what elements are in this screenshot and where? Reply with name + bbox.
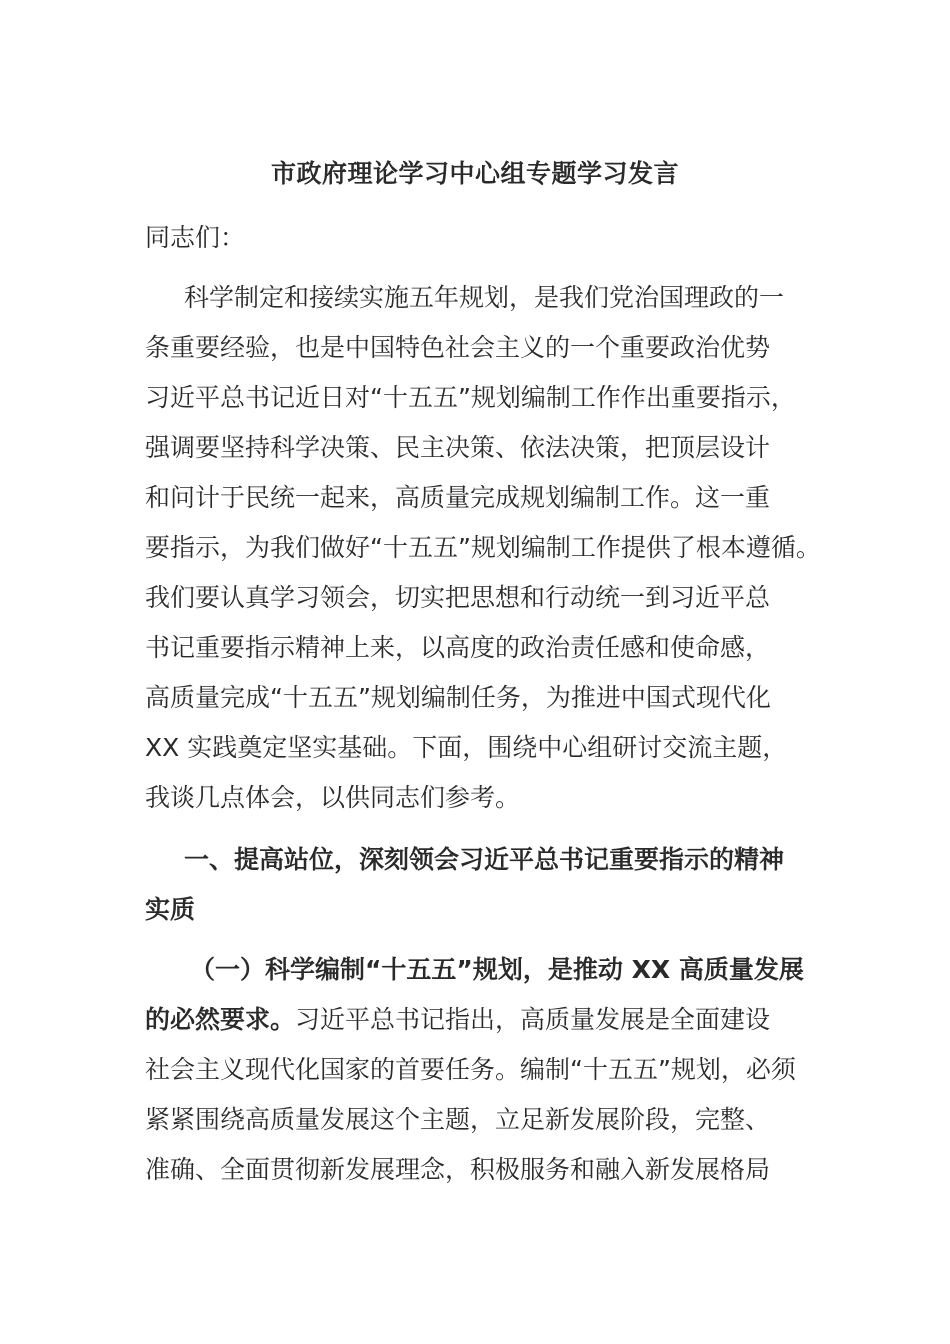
paragraph-line: 我们要认真学习领会，切实把思想和行动统一到习近平总 <box>145 583 771 612</box>
paragraph-line: 社会主义现代化国家的首要任务。编制“十五五”规划，必须 <box>145 1055 796 1084</box>
paragraph-text: 习近平总书记指出，高质量发展是全面建设 <box>295 1005 771 1034</box>
paragraph-line: 我谈几点体会，以供同志们参考。 <box>145 783 521 812</box>
section-heading-cont: 实质 <box>145 895 196 924</box>
paragraph-line: XX 实践奠定坚实基础。下面，围绕中心组研讨交流主题， <box>145 733 788 762</box>
paragraph-line: 书记重要指示精神上来，以高度的政治责任感和使命感， <box>145 633 771 662</box>
subheading: （一）科学编制“十五五”规划，是推动 XX 高质量发展 <box>190 955 804 984</box>
paragraph-line: 紧紧围绕高质量发展这个主题，立足新发展阶段，完整、 <box>145 1105 771 1134</box>
section-heading: 一、提高站位，深刻领会习近平总书记重要指示的精神 <box>184 845 785 874</box>
document-title: 市政府理论学习中心组专题学习发言 <box>270 159 679 188</box>
subheading-line <box>145 1002 770 1038</box>
paragraph-line: 习近平总书记近日对“十五五”规划编制工作作出重要指示， <box>145 383 796 412</box>
paragraph-line: 条重要经验，也是中国特色社会主义的一个重要政治优势 <box>145 333 771 362</box>
paragraph-line: 和问计于民统一起来，高质量完成规划编制工作。这一重 <box>145 483 771 512</box>
paragraph-line: 高质量完成“十五五”规划编制任务，为推进中国式现代化 <box>145 683 771 712</box>
subheading-end: 的必然要求。 <box>145 1005 296 1034</box>
paragraph-line: 强调要坚持科学决策、民主决策、依法决策，把顶层设计 <box>145 433 771 462</box>
paragraph-line: 科学制定和接续实施五年规划，是我们党治国理政的一 <box>184 283 785 312</box>
salutation: 同志们： <box>145 223 246 252</box>
paragraph-line: 准确、全面贯彻新发展理念，积极服务和融入新发展格局 <box>145 1155 771 1184</box>
paragraph-line: 要指示，为我们做好“十五五”规划编制工作提供了根本遵循。 <box>145 533 821 562</box>
